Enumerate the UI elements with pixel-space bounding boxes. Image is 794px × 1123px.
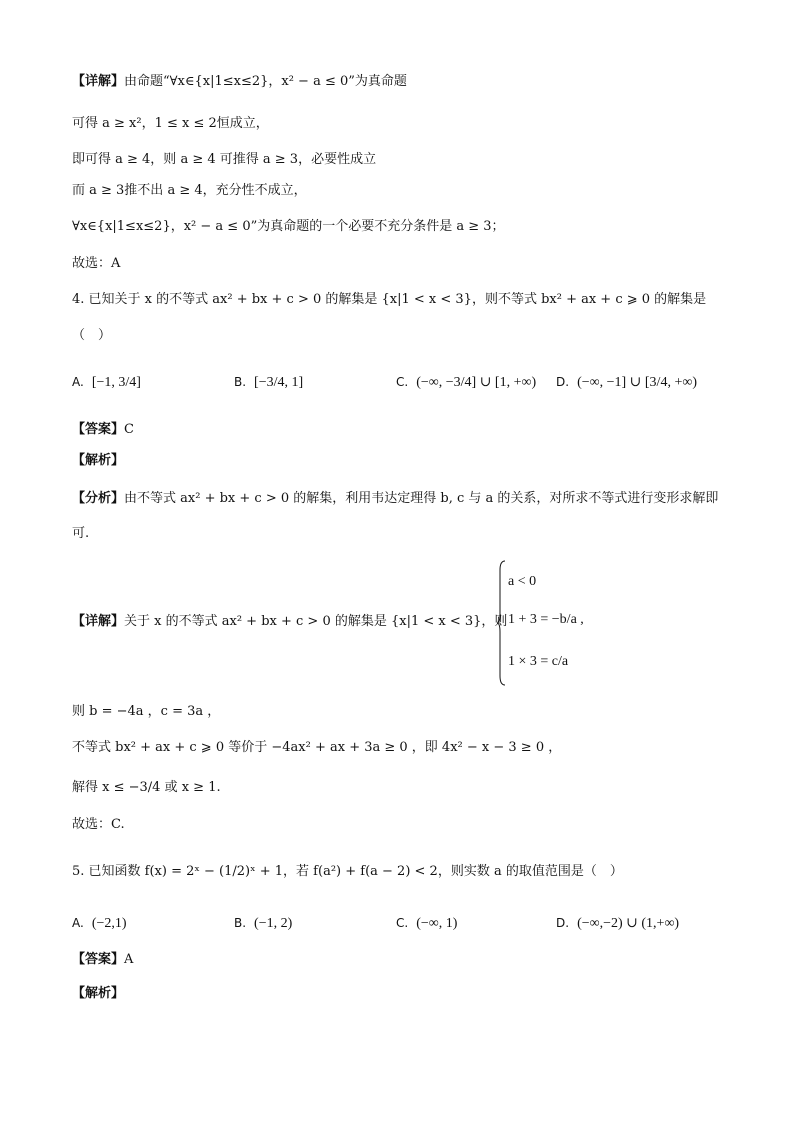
answer-value: A — [124, 952, 134, 967]
q4-analysis-heading — [72, 451, 124, 471]
text-line-4: 而 a ≥ 3推不出 a ≥ 4，充分性不成立， — [72, 183, 307, 198]
q5-answer — [72, 950, 133, 970]
analysis-line-2: 可. — [72, 526, 90, 541]
option-label: D. — [556, 916, 570, 930]
option-text: (−∞,−2) ∪ (1,+∞) — [577, 916, 680, 931]
question-4-paren: （ ） — [72, 328, 112, 343]
option-label: C. — [396, 375, 409, 389]
option-text: (−∞, 1) — [416, 916, 458, 931]
system-row-2: 1 + 3 = −b/a , — [508, 612, 584, 627]
detail-line-q4 — [72, 612, 507, 632]
option-label: D. — [556, 375, 570, 389]
analysis-tag: 【解析】 — [72, 453, 125, 468]
text-line-10: 故选：C. — [72, 817, 125, 832]
text-line-3: 即可得 a ≥ 4，则 a ≥ 4 可推得 a ≥ 3，必要性成立 — [72, 152, 377, 167]
option-label: B. — [234, 916, 247, 930]
q4-option-c — [396, 372, 536, 393]
equation-system — [496, 560, 636, 686]
brace-icon — [496, 560, 506, 686]
option-label: A. — [72, 916, 84, 930]
answer-tag: 【答案】 — [72, 422, 125, 437]
answer-tag: 【答案】 — [72, 952, 125, 967]
text-line-7: 则 b = −4a ，c = 3a ， — [72, 704, 221, 719]
system-row-3: 1 × 3 = c/a — [508, 654, 569, 669]
option-text: (−1, 2) — [254, 916, 293, 931]
text-line-9: 解得 x ≤ −3/4 或 x ≥ 1. — [72, 780, 221, 795]
detail-text: 由命题“∀x∈{x|1≤x≤2}，x² − a ≤ 0”为真命题 — [124, 74, 407, 89]
system-row-1: a < 0 — [508, 574, 537, 589]
q5-option-d — [556, 913, 679, 934]
q4-answer — [72, 420, 134, 440]
option-label: C. — [396, 916, 409, 930]
text-line-6: 故选：A — [72, 256, 121, 271]
q4-option-b — [234, 372, 303, 393]
text-line-5: ∀x∈{x|1≤x≤2}，x² − a ≤ 0”为真命题的一个必要不充分条件是 a ≥ 3； — [72, 219, 505, 234]
q5-option-c — [396, 913, 457, 934]
option-label: A. — [72, 375, 84, 389]
option-text: [−1, 3/4] — [91, 375, 141, 390]
detail-tag: 【详解】 — [72, 74, 125, 89]
answer-value: C — [124, 422, 134, 437]
q5-analysis-heading — [72, 984, 124, 1004]
question-4: 4. 已知关于 x 的不等式 ax² + bx + c > 0 的解集是 {x|1 < x < 3}，则不等式 bx² + ax + c ⩾ 0 的解集是 — [72, 292, 707, 307]
detail-tag: 【详解】 — [72, 614, 125, 629]
question-5: 5. 已知函数 f(x) = 2ˣ − (1/2)ˣ + 1，若 f(a²) + f(a − 2) < 2，则实数 a 的取值范围是（ ） — [72, 864, 623, 879]
analysis-line — [72, 489, 718, 509]
analysis-subtag: 【分析】 — [72, 491, 125, 506]
text-line-8: 不等式 bx² + ax + c ⩾ 0 等价于 −4ax² + ax + 3a ≥ 0 ，即 4x² − x − 3 ≥ 0 ， — [72, 740, 562, 755]
q4-option-d — [556, 372, 697, 393]
option-text: [−3/4, 1] — [254, 375, 304, 390]
option-text: (−∞, −1] ∪ [3/4, +∞) — [577, 375, 697, 390]
q4-option-a — [72, 372, 141, 393]
option-text: (−2,1) — [91, 916, 127, 931]
analysis-text: 由不等式 ax² + bx + c > 0 的解集，利用韦达定理得 b, c 与 a 的关系，对所求不等式进行变形求解即 — [124, 491, 719, 506]
q5-option-b — [234, 913, 292, 934]
option-label: B. — [234, 375, 247, 389]
detail-line-1 — [72, 72, 407, 92]
q5-option-a — [72, 913, 127, 934]
detail-text: 关于 x 的不等式 ax² + bx + c > 0 的解集是 {x|1 < x < 3}，则 — [124, 614, 508, 629]
analysis-tag: 【解析】 — [72, 986, 125, 1001]
text-line-2: 可得 a ≥ x²，1 ≤ x ≤ 2恒成立， — [72, 116, 269, 131]
option-text: (−∞, −3/4] ∪ [1, +∞) — [416, 375, 537, 390]
